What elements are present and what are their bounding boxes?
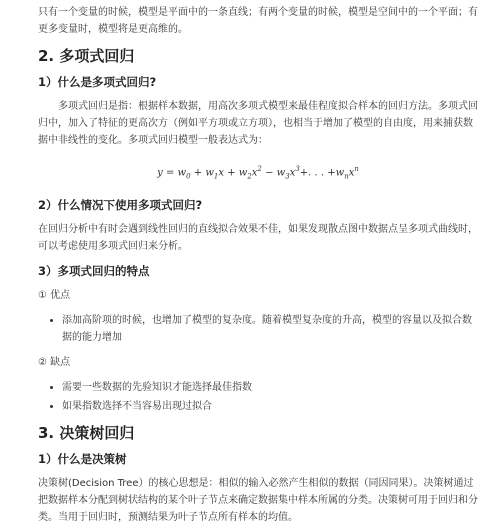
formula-y: y (157, 167, 163, 179)
formula-minus: − (261, 167, 277, 179)
formula-dots: +. . . + (299, 167, 336, 179)
polynomial-definition-paragraph: 多项式回归是指：根据样本数据，用高次多项式模型来最佳程度拟合样本的回归方法。多项式回归中，加入了特征的更高次方（例如平方项或立方项），也相当于增加了模型的自由度，用来捕获数据中非线性的变化。多项式回归模型一般表达式为： (38, 101, 478, 146)
formula-w1-sub: 1 (213, 172, 219, 181)
list-item: • 添加高阶项的时候，也增加了模型的复杂度。随着模型复杂度的升高，模型的容量以及拟合数据的能力增加 (62, 312, 478, 346)
when-to-use-paragraph: 在回归分析中有时会遇到线性回归的直线拟合效果不佳，如果发现散点图中数据点呈多项式曲线时，可以考虑使用多项式回归来分析。 (38, 224, 478, 253)
subheading-when-to-use: 2）什么情况下使用多项式回归? (38, 198, 203, 213)
formula-x2: x (251, 167, 258, 179)
formula-x2-sup: 2 (257, 165, 262, 173)
formula-wn: w (335, 167, 345, 179)
formula-plus-2: + (224, 167, 239, 179)
subheading-what-is-decision-tree: 1）什么是决策树 (38, 452, 127, 467)
formula-x1: x (218, 167, 224, 179)
subheading-what-is-polynomial-regression: 1）什么是多项式回归? (38, 75, 157, 89)
formula-wn-sub: n (344, 172, 349, 181)
section-heading-polynomial-regression: 2. 多项式回归 (38, 47, 135, 65)
intro-paragraph: 只有一个变量的时候，模型是平面中的一条直线；有两个变量的时候，模型是空间中的一个平面；有更多变量时，模型将是更高维的。 (38, 7, 478, 35)
pros-label: ① 优点 (38, 290, 71, 302)
formula-w0: w (177, 167, 187, 179)
cons-list (38, 379, 478, 415)
pros-list (38, 312, 478, 346)
formula-w3: w (276, 167, 286, 179)
formula-plus: + (190, 167, 206, 179)
formula-w3-sub: 3 (285, 172, 290, 181)
formula-w0-sub: 0 (186, 172, 191, 181)
list-item: • 需要一些数据的先验知识才能选择最佳指数 (62, 379, 478, 396)
list-item: • 如果指数选择不当容易出现过拟合 (62, 398, 478, 415)
section-heading-decision-tree-regression: 3. 决策树回归 (38, 424, 135, 443)
formula-x3-sup: 3 (295, 165, 300, 173)
formula-xn: x (348, 167, 355, 179)
formula-xn-sup: n (354, 165, 359, 173)
formula-w2-sub: 2 (247, 172, 252, 181)
subheading-characteristics: 3）多项式回归的特点 (38, 264, 150, 279)
formula-w1: w (205, 167, 214, 179)
formula-w2: w (238, 167, 248, 179)
polynomial-formula (38, 161, 478, 185)
cons-label: ② 缺点 (38, 357, 71, 369)
formula-equals: = (162, 167, 178, 179)
formula-x3: x (289, 167, 296, 179)
decision-tree-paragraph: 决策树(Decision Tree）的核心思想是：相似的输入必然产生相似的数据（同因同果）。决策树通过把数据样本分配到树状结构的某个叶子节点来确定数据集中样本所属的分类。决策树可用于回归和分类。当用于回归时，预测结果为叶子节点所有样本的均值。 (38, 478, 478, 524)
